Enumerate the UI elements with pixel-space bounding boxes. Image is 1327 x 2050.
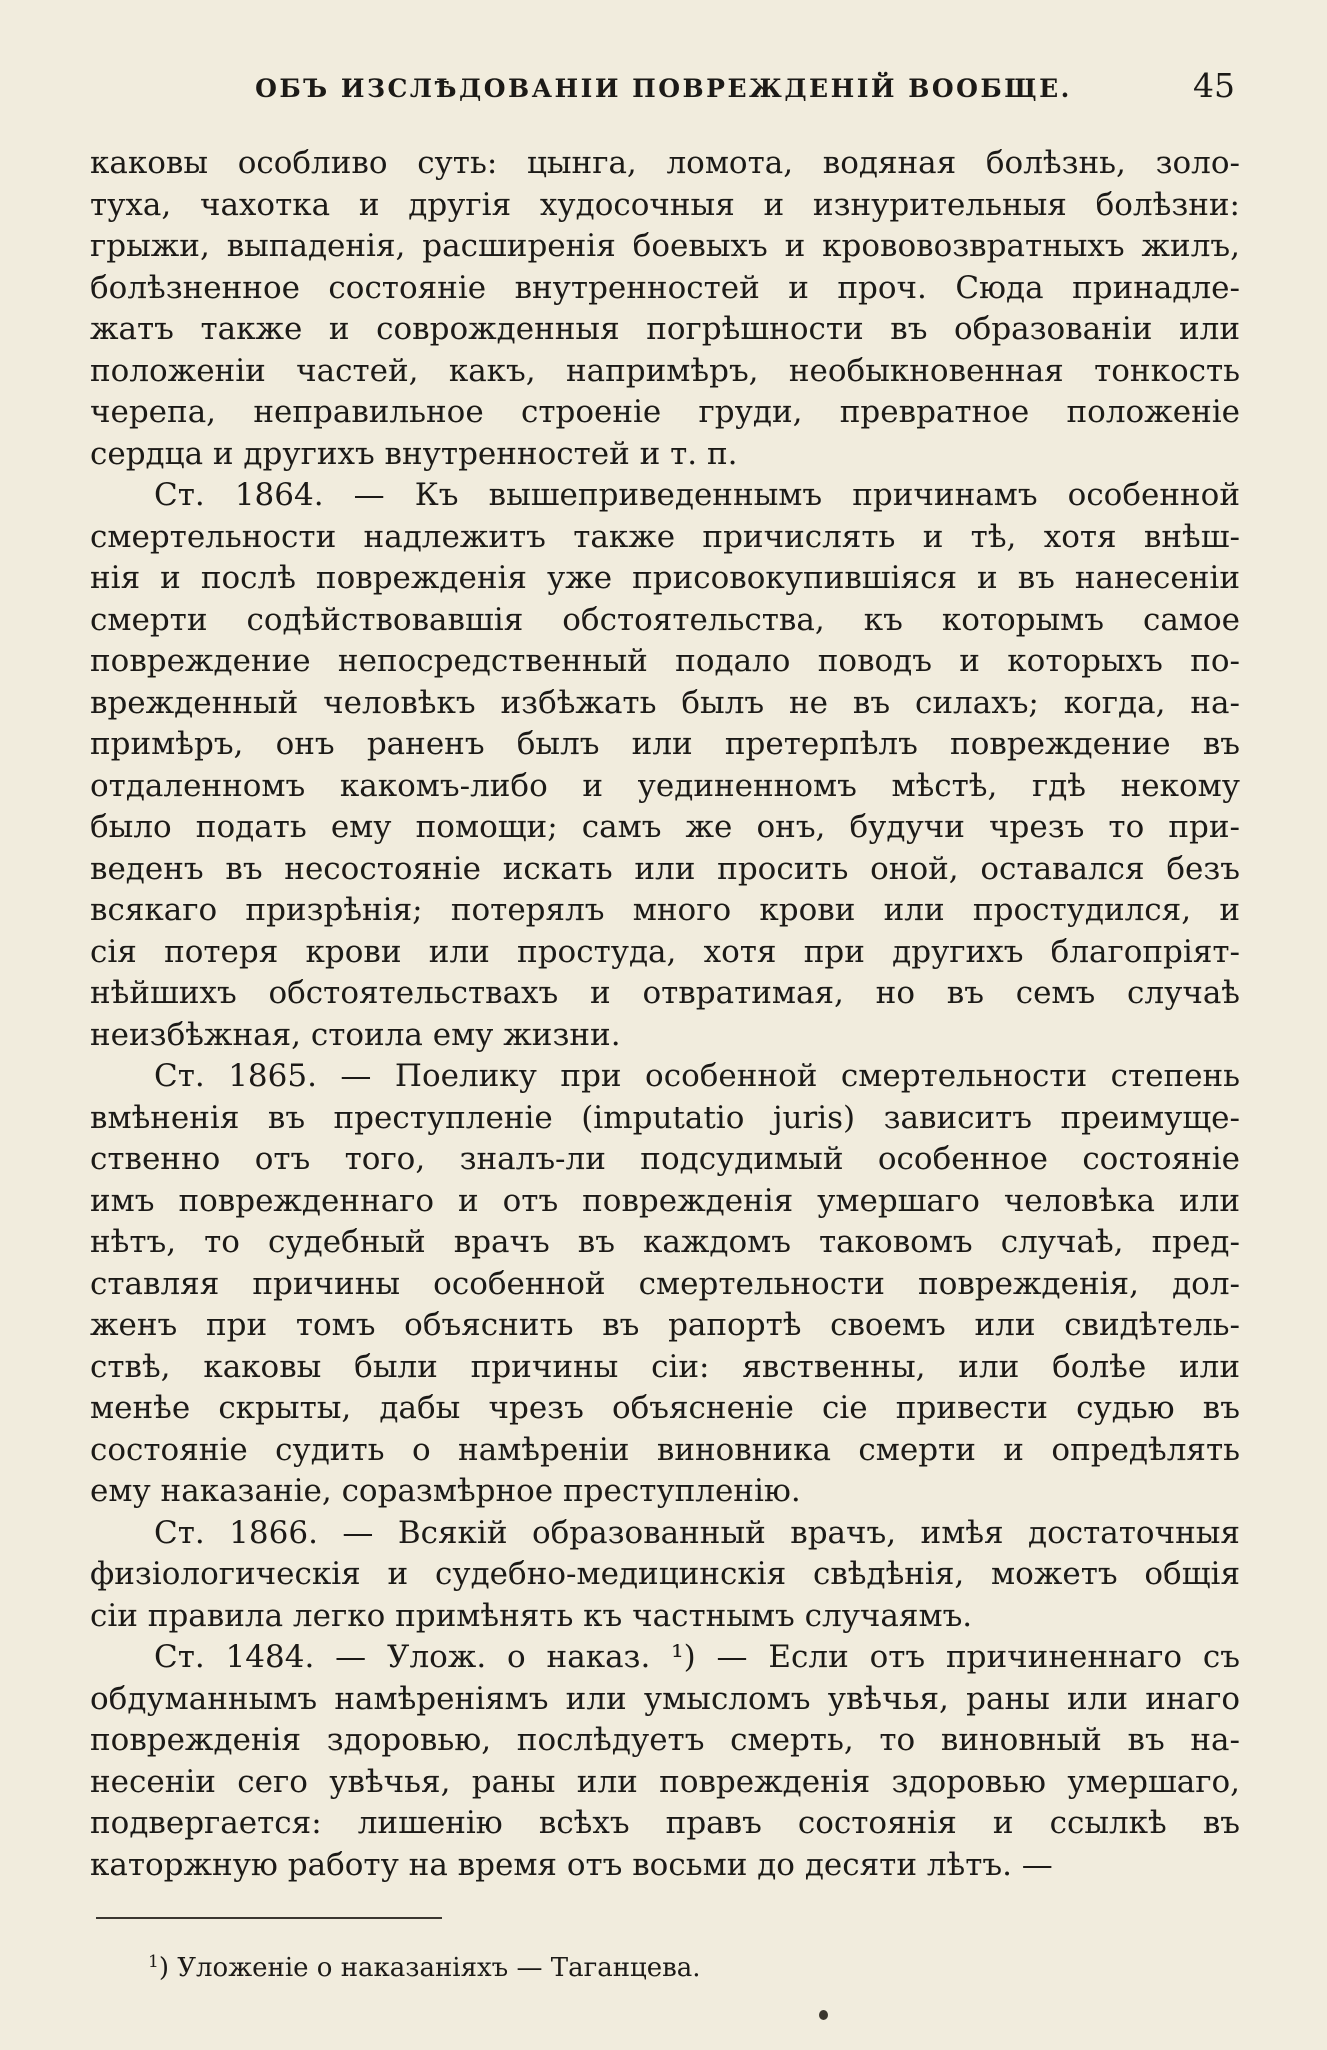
page-number: 45 [1193, 66, 1235, 105]
footnote [148, 1945, 701, 1985]
running-head [90, 62, 1237, 112]
text-line: несеніи сего увѣчья, раны или поврежденія здоровью умершаго, [90, 1763, 1240, 1800]
text-line: каторжную работу на время отъ восьми до десяти лѣтъ. — [90, 1846, 1053, 1883]
text-line: черепа, неправильное строеніе груди, превратное положеніе [90, 394, 1240, 430]
text-line: менѣе скрыты, дабы чрезъ объясненіе сіе привести судью въ [90, 1390, 1240, 1426]
text-line: положеніи частей, какъ, напримѣръ, необыкновенная тонкость [90, 352, 1240, 389]
footnote-marker: 1 [148, 1952, 159, 1972]
text-line: сія потеря крови или простуда, хотя при другихъ благопріят- [90, 933, 1240, 970]
text-line: вмѣненія въ преступленіе (imputatio juris) зависитъ преимуще- [90, 1099, 1240, 1136]
text-line: туха, чахотка и другія худосочныя и изнурительныя болѣзни: [90, 186, 1240, 223]
text-line: обдуманнымъ намѣреніямъ или умысломъ увѣчья, раны или инаго [90, 1680, 1240, 1717]
paragraph [90, 1513, 1240, 1638]
paragraph [90, 143, 1240, 475]
running-title: ОБЪ ИЗСЛѢДОВАНІИ ПОВРЕЖДЕНІЙ ВООБЩЕ. [255, 74, 1072, 103]
text-line: ствѣ, каковы были причины сіи: явственны, или болѣе или [90, 1348, 1240, 1385]
text-line: Ст. 1864. — Къ вышеприведеннымъ причинамъ особенной [154, 477, 1240, 513]
text-line: смерти содѣйствовавшія обстоятельства, къ которымъ самое [90, 601, 1240, 638]
footnote-separator [96, 1917, 442, 1919]
text-line: смертельности надлежитъ также причислять и тѣ, хотя внѣш- [90, 518, 1240, 555]
text-line: примѣръ, онъ раненъ былъ или претерпѣлъ повреждение въ [90, 726, 1240, 762]
text-line: Ст. 1865. — Поелику при особенной смертельности степень [154, 1058, 1240, 1094]
text-line: подвергается: лишенію всѣхъ правъ состоянія и ссылкѣ въ [90, 1805, 1240, 1841]
text-line: отдаленномъ какомъ-либо и уединенномъ мѣстѣ, гдѣ некому [90, 767, 1240, 804]
text-line: нѣйшихъ обстоятельствахъ и отвратимая, но въ семъ случаѣ [90, 975, 1240, 1011]
text-line: нѣтъ, то судебный врачъ въ каждомъ таковомъ случаѣ, пред- [90, 1224, 1240, 1260]
text-line: каковы особливо суть: цынга, ломота, водяная болѣзнь, золо- [90, 145, 1240, 181]
text-line: ему наказаніе, соразмѣрное преступленію. [90, 1473, 801, 1509]
text-line: жатъ также и соврожденныя погрѣшности въ образованіи или [90, 311, 1240, 347]
text-line: женъ при томъ объяснить въ рапортѣ своемъ или свидѣтель- [90, 1307, 1240, 1343]
text-line: всякаго призрѣнія; потерялъ много крови или простудился, и [90, 892, 1240, 928]
text-line: состояніе судить о намѣреніи виновника смерти и опредѣлять [90, 1431, 1240, 1468]
print-speck [819, 2010, 828, 2020]
paragraph [90, 1637, 1240, 1886]
text-line: неизбѣжная, стоила ему жизни. [90, 1016, 621, 1053]
text-line: Ст. 1484. — Улож. о наказ. ¹) — Если отъ причиненнаго съ [154, 1639, 1240, 1675]
text-line: физіологическія и судебно-медицинскія свѣдѣнія, можетъ общія [90, 1556, 1240, 1592]
footnote-text: ) Уложеніе о наказаніяхъ — Таганцева. [158, 1953, 701, 1983]
text-line: поврежденія здоровью, послѣдуетъ смерть, то виновный въ на- [90, 1722, 1240, 1758]
text-line: Ст. 1866. — Всякій образованный врачъ, имѣя достаточныя [154, 1514, 1240, 1551]
text-line: веденъ въ несостояніе искать или просить оной, оставался безъ [90, 850, 1240, 887]
paragraph [90, 1056, 1240, 1513]
text-line: повреждение непосредственный подало поводъ и которыхъ по- [90, 643, 1240, 679]
main-text [90, 143, 1240, 1886]
text-line: врежденный человѣкъ избѣжать былъ не въ силахъ; когда, на- [90, 684, 1240, 721]
text-line: ственно отъ того, зналъ-ли подсудимый особенное состояніе [90, 1141, 1240, 1177]
text-line: имъ поврежденнаго и отъ поврежденія умершаго человѣка или [90, 1182, 1240, 1219]
text-line: сердца и другихъ внутренностей и т. п. [90, 435, 738, 472]
text-line: было подать ему помощи; самъ же онъ, будучи чрезъ то при- [90, 809, 1240, 845]
text-line: ставляя причины особенной смертельности поврежденія, дол- [90, 1265, 1240, 1302]
paragraph [90, 475, 1240, 1056]
text-line: болѣзненное состояніе внутренностей и проч. Сюда принадле- [90, 269, 1240, 306]
text-line: нія и послѣ поврежденія уже присовокупившіяся и въ нанесеніи [90, 560, 1240, 596]
text-line: сіи правила легко примѣнять къ частнымъ случаямъ. [90, 1597, 973, 1634]
text-line: грыжи, выпаденія, расширенія боевыхъ и крововозвратныхъ жилъ, [90, 228, 1240, 264]
